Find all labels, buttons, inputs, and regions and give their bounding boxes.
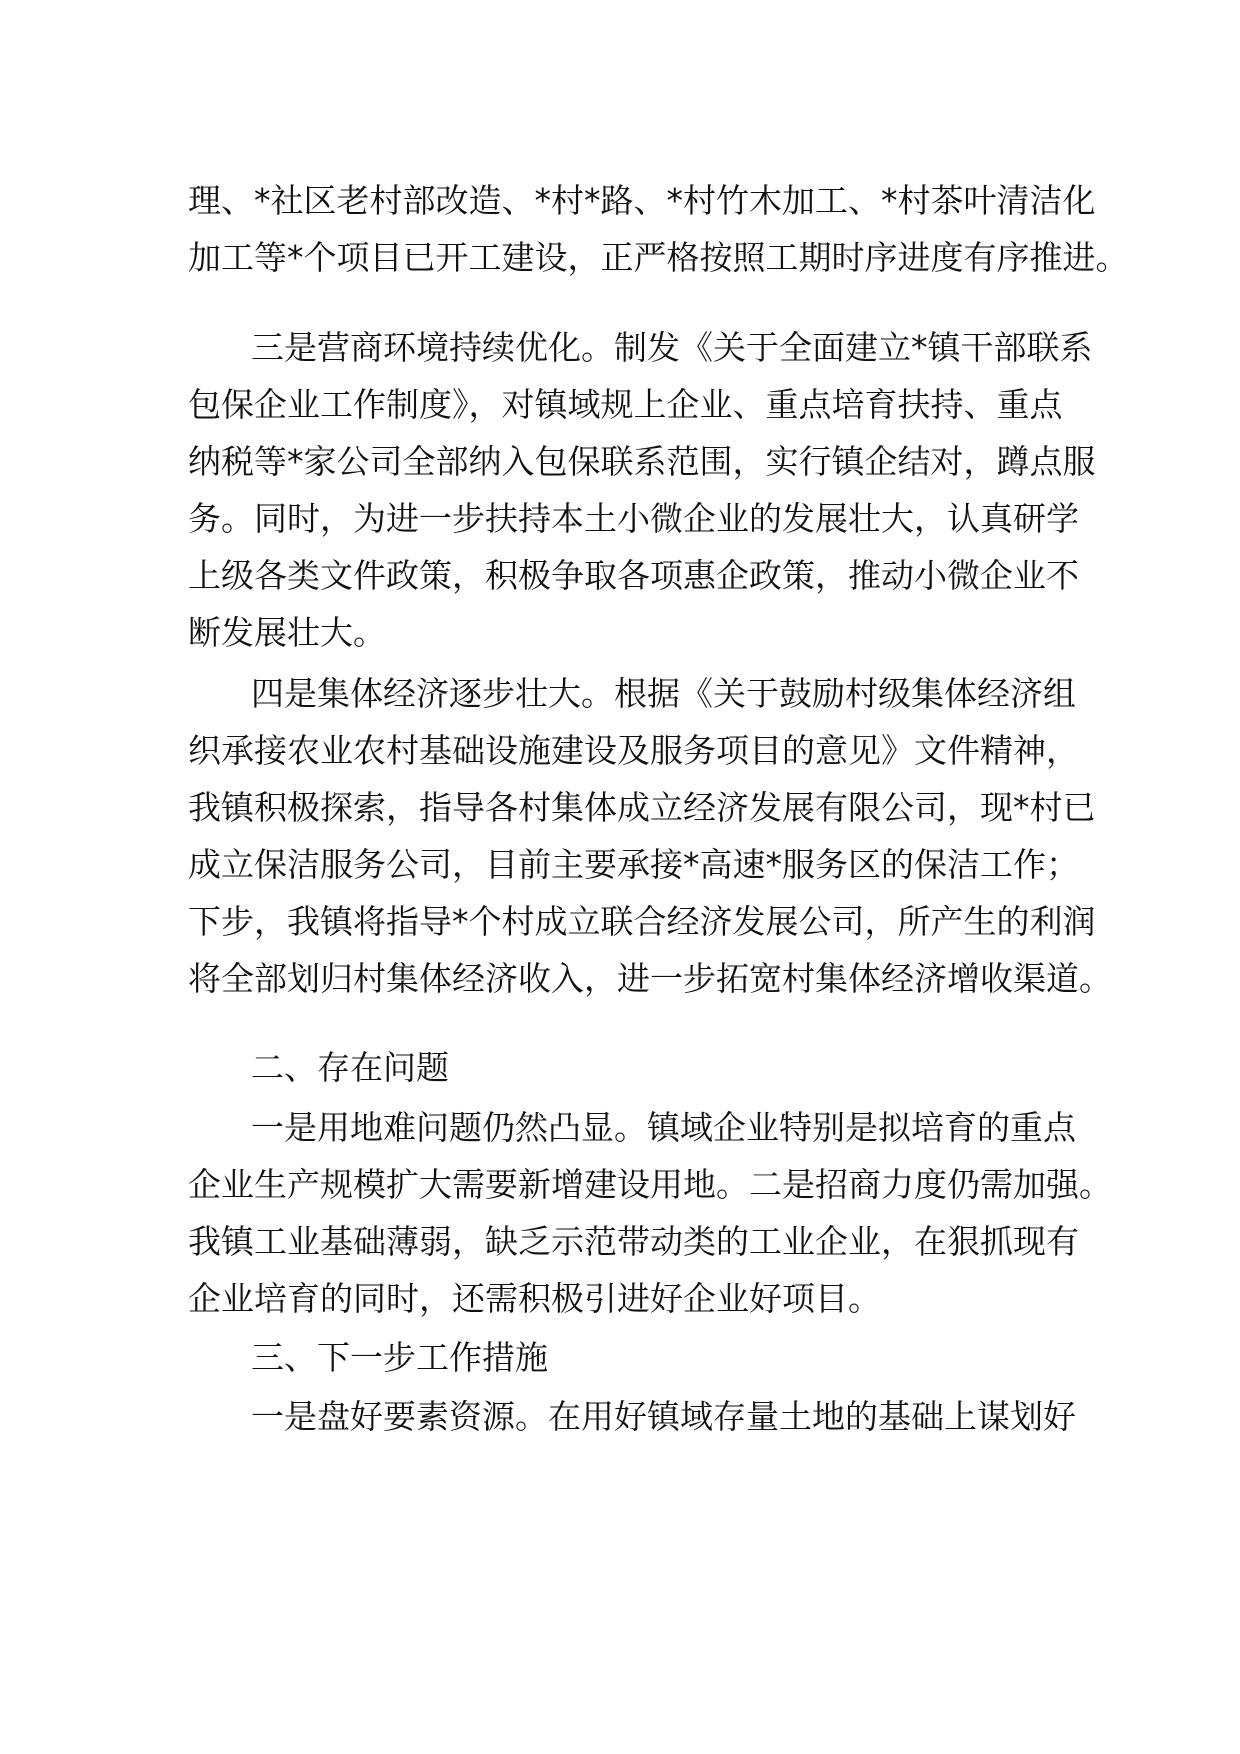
text-line: 企业生产规模扩大需要新增建设用地。二是招商力度仍需加强。	[188, 1165, 1112, 1204]
text-line: 成立保洁服务公司，目前主要承接*高速*服务区的保洁工作；	[188, 845, 1079, 884]
text-line: 包保企业工作制度》，对镇域规上企业、重点培育扶持、重点	[188, 385, 1063, 424]
text-line: 我镇工业基础薄弱，缺乏示范带动类的工业企业，在狠抓现有	[188, 1222, 1079, 1261]
text-line: 将全部划归村集体经济收入，进一步拓宽村集体经济增收渠道。	[188, 959, 1112, 998]
text-line: 加工等*个项目已开工建设，正严格按照工期时序进度有序推进。	[188, 238, 1129, 277]
section-heading: 三、下一步工作措施	[251, 1338, 548, 1377]
text-line: 一是盘好要素资源。在用好镇域存量土地的基础上谋划好	[251, 1397, 1076, 1436]
text-line: 三是营商环境持续优化。制发《关于全面建立*镇干部联系	[251, 328, 1093, 367]
text-line: 下步，我镇将指导*个村成立联合经济发展公司，所产生的利润	[188, 902, 1096, 941]
text-line: 四是集体经济逐步壮大。根据《关于鼓励村级集体经济组	[251, 674, 1076, 713]
text-line: 上级各类文件政策，积极争取各项惠企政策，推动小微企业不	[188, 556, 1079, 595]
text-line: 我镇积极探索，指导各村集体成立经济发展有限公司，现*村已	[188, 788, 1096, 827]
text-line: 务。同时，为进一步扶持本土小微企业的发展壮大，认真研学	[188, 499, 1079, 538]
text-line: 一是用地难问题仍然凸显。镇域企业特别是拟培育的重点	[251, 1108, 1076, 1147]
text-line: 织承接农业农村基础设施建设及服务项目的意见》文件精神，	[188, 731, 1079, 770]
text-line: 纳税等*家公司全部纳入包保联系范围，实行镇企结对，蹲点服	[188, 442, 1096, 481]
text-line: 断发展壮大。	[188, 613, 386, 652]
section-heading: 二、存在问题	[251, 1048, 449, 1087]
text-line: 企业培育的同时，还需积极引进好企业好项目。	[188, 1279, 881, 1318]
text-line: 理、*社区老村部改造、*村*路、*村竹木加工、*村茶叶清洁化	[188, 181, 1096, 220]
